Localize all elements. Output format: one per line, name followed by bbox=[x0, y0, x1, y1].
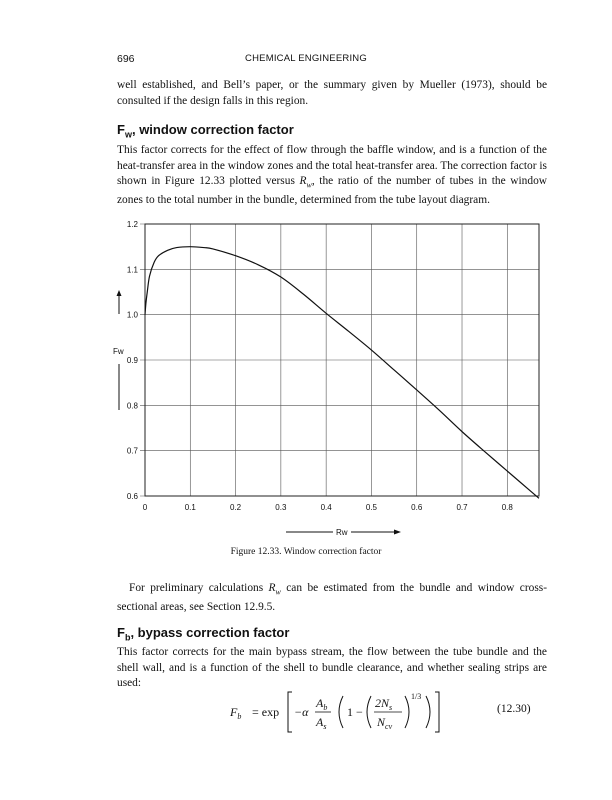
x-tick-label: 0 bbox=[142, 503, 148, 512]
bypass-section-heading: $F_b$, bypass correction factor bbox=[117, 625, 290, 643]
outer-left-bracket bbox=[288, 692, 292, 732]
y-tick-label: 0.7 bbox=[126, 446, 138, 456]
y-tick-label: 1.2 bbox=[126, 220, 138, 229]
outer-right-bracket bbox=[435, 692, 439, 732]
x-axis-label: Rw bbox=[336, 528, 348, 537]
x-tick-label: 0.6 bbox=[411, 503, 423, 512]
rw-symbol: R bbox=[268, 582, 276, 594]
window-section-paragraph bbox=[117, 143, 547, 208]
x-tick-label: 0.4 bbox=[320, 503, 332, 512]
svg-text:1 −: 1 − bbox=[347, 705, 363, 719]
svg-text:1/3: 1/3 bbox=[411, 692, 422, 701]
x-tick-labels bbox=[143, 503, 514, 512]
grid-layer bbox=[140, 224, 539, 496]
bypass-section-paragraph: This factor corrects for the main bypass stream, the flow between the tube bundle and the shell wall, and is a function of the shell to bundle clearance, and whether sealing strips are used: bbox=[117, 646, 547, 689]
window-section-heading bbox=[117, 122, 294, 140]
figure-caption: Figure 12.33. Window correction factor bbox=[230, 547, 382, 557]
svg-text:= exp: = exp bbox=[252, 705, 280, 719]
svg-text:2Ns: $2N_s$ bbox=[375, 696, 393, 712]
y-tick-label: 0.6 bbox=[126, 492, 138, 501]
rw-symbol: R bbox=[299, 175, 307, 187]
x-tick-label: 0.7 bbox=[456, 503, 468, 512]
y-tick-label: 0.8 bbox=[126, 401, 138, 411]
x-tick-label: 0.3 bbox=[275, 503, 287, 512]
x-tick-label: 0.2 bbox=[230, 503, 242, 512]
heading-symbol: F bbox=[117, 122, 125, 137]
fw-curve bbox=[145, 247, 539, 499]
heading-subscript: w bbox=[124, 129, 132, 140]
paragraph-part-1: This factor corrects for the effect of flow through the baffle window, and is a function of the heat-transfer area in the window zones and the total heat-transfer area. The correction factor is shown in Figure 12.33 plotted versus bbox=[117, 144, 547, 187]
paragraph-part-2: , the ratio of the number of tubes in the window zones to the total number in the bundle, determined from the tube layout diagram. bbox=[117, 175, 547, 206]
x-tick-label: 0.1 bbox=[184, 503, 196, 512]
preliminary-paragraph: For preliminary calculations $R_w$ can be estimated from the bundle and window cross-sectional areas, see Section 12.9.5. bbox=[117, 582, 548, 613]
x-tick-label: 0.8 bbox=[501, 503, 513, 512]
heading-text: , window correction factor bbox=[131, 122, 294, 137]
equation-number: (12.30) bbox=[497, 703, 531, 715]
x-arrow-head-icon bbox=[394, 530, 401, 535]
rw-subscript: w bbox=[306, 180, 312, 190]
y-arrow-head-icon bbox=[117, 290, 122, 296]
y-tick-labels bbox=[127, 220, 139, 501]
y-tick-label: 1.0 bbox=[126, 310, 138, 320]
chart-svg bbox=[108, 214, 553, 537]
window-correction-chart bbox=[108, 214, 553, 537]
svg-text:−α: −α bbox=[294, 705, 309, 719]
svg-text:As: $A_s$ bbox=[316, 715, 327, 731]
svg-text:Fb: $F_b$ bbox=[230, 705, 242, 721]
y-axis-label: Fw bbox=[113, 347, 124, 356]
running-head: CHEMICAL ENGINEERING bbox=[245, 53, 367, 64]
svg-text:Ncv: $N_{cv}$ bbox=[377, 715, 393, 731]
page-number: 696 bbox=[117, 53, 135, 65]
intro-paragraph: well established, and Bell’s paper, or the summary given by Mueller (1973), should be consulted if the design falls in this region. bbox=[117, 79, 547, 107]
y-tick-label: 1.1 bbox=[126, 265, 138, 275]
y-tick-label: 0.9 bbox=[126, 356, 138, 365]
svg-text:Ab: $A_b$ bbox=[316, 696, 328, 712]
equation-12-30 bbox=[230, 688, 460, 736]
x-tick-label: 0.5 bbox=[365, 503, 377, 512]
